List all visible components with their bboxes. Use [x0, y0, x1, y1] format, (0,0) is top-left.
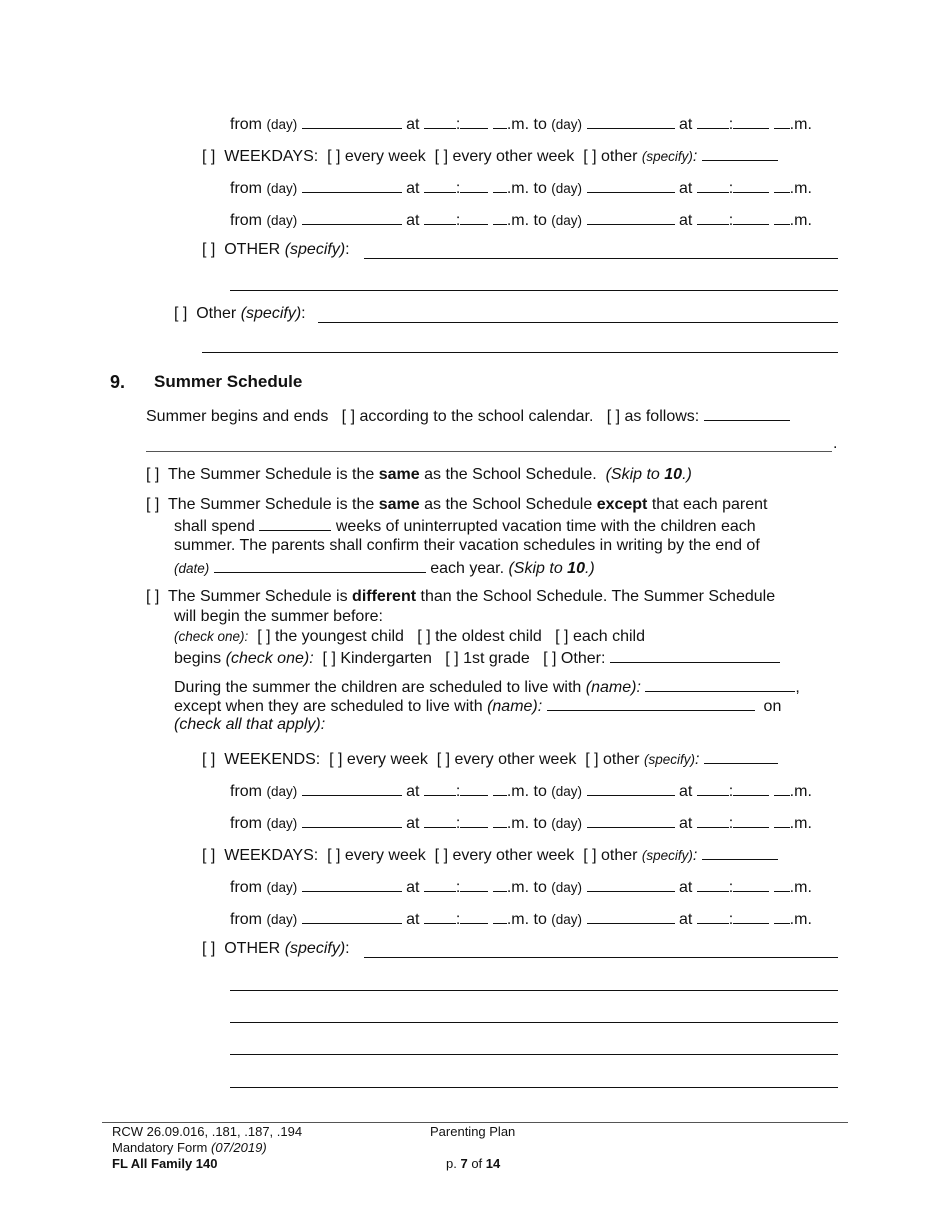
from-day-field[interactable]: [302, 908, 402, 924]
as-follows-checkbox[interactable]: [ ] as follows:: [606, 408, 700, 425]
every-other-week-checkbox[interactable]: [ ] every other week: [434, 148, 575, 165]
summer-option-different: [ ] The Summer Schedule is different than the School Schedule. The Summer Schedule: [146, 588, 776, 605]
section-title: Summer Schedule: [154, 372, 303, 391]
to-day-field[interactable]: [587, 113, 675, 129]
hour-field[interactable]: [424, 780, 456, 796]
footer-page-number: p. 7 of 14: [446, 1156, 501, 1171]
other-specify-row: [ ] OTHER (specify):: [202, 241, 350, 258]
other-specify-line[interactable]: [318, 322, 838, 323]
weekdays-row: [ ] WEEKDAYS: [ ] every week [ ] every other week [ ] other (specify):: [202, 844, 778, 866]
weekdays-row: [ ] WEEKDAYS: [ ] every week [ ] every other week [ ] other (specify):: [202, 145, 778, 167]
from-day-field[interactable]: [302, 780, 402, 796]
minute-field[interactable]: [460, 113, 488, 129]
minute-field[interactable]: [460, 780, 488, 796]
ampm-field[interactable]: [493, 177, 507, 193]
hour-field[interactable]: [697, 908, 729, 924]
ampm-field[interactable]: [493, 780, 507, 796]
vacation-weeks-field[interactable]: [259, 515, 331, 531]
from-day-field[interactable]: [302, 113, 402, 129]
other-checkbox[interactable]: [ ]: [174, 305, 188, 322]
primary-parent-name-field[interactable]: [645, 676, 795, 692]
weekends-row: [ ] WEEKENDS: [ ] every week [ ] every other week [ ] other (specify):: [202, 748, 778, 770]
every-other-week-checkbox[interactable]: [ ] every other week: [436, 751, 577, 768]
weekends-other-field[interactable]: [704, 748, 778, 764]
time-range-row: from (day) at : .m. to (day) at : .m.: [230, 209, 812, 231]
first-grade-checkbox[interactable]: [ ] 1st grade: [445, 650, 530, 667]
every-week-checkbox[interactable]: [ ] every week: [329, 751, 428, 768]
other-checkbox[interactable]: [ ]: [202, 940, 216, 957]
footer-title: Parenting Plan: [430, 1124, 516, 1139]
hour-field[interactable]: [424, 209, 456, 225]
ampm-field[interactable]: [774, 209, 790, 225]
hour-field[interactable]: [697, 177, 729, 193]
kindergarten-checkbox[interactable]: [ ] Kindergarten: [322, 650, 432, 667]
at-label: at: [406, 116, 420, 133]
weekdays-other-field[interactable]: [702, 145, 778, 161]
hour-field[interactable]: [424, 908, 456, 924]
to-day-field[interactable]: [587, 876, 675, 892]
day-hint: (day): [266, 117, 298, 132]
minute-field[interactable]: [733, 812, 769, 828]
time-range-row: from (day) at : .m. to (day) at : .m.: [230, 812, 812, 834]
ampm-field[interactable]: [774, 812, 790, 828]
to-day-field[interactable]: [587, 780, 675, 796]
vacation-date-field[interactable]: [214, 557, 426, 573]
time-range-row: from (day) at : .m. to (day) at : .m.: [230, 177, 812, 199]
ampm-field[interactable]: [774, 780, 790, 796]
from-label: from: [230, 116, 262, 133]
hour-field[interactable]: [697, 780, 729, 796]
minute-field[interactable]: [733, 908, 769, 924]
oldest-child-checkbox[interactable]: [ ] the oldest child: [417, 628, 542, 645]
other-specify-line[interactable]: [230, 1054, 838, 1055]
other-specify-line[interactable]: [364, 258, 838, 259]
summer-option-same: [ ] The Summer Schedule is the same as the School Schedule. (Skip to 10.): [146, 466, 692, 483]
minute-field[interactable]: [733, 780, 769, 796]
top-other-row: [ ] Other (specify):: [174, 305, 306, 322]
grade-other-field[interactable]: [610, 647, 780, 663]
minute-field[interactable]: [460, 908, 488, 924]
other-specify-line[interactable]: [230, 1087, 838, 1088]
footer-mandatory: Mandatory Form (07/2019): [112, 1140, 267, 1155]
weekends-checkbox[interactable]: [ ]: [202, 751, 216, 768]
youngest-child-checkbox[interactable]: [ ] the youngest child: [257, 628, 404, 645]
minute-field[interactable]: [733, 177, 769, 193]
ampm-field[interactable]: [493, 209, 507, 225]
as-follows-field[interactable]: [704, 405, 790, 421]
grade-other-checkbox[interactable]: [ ] Other:: [543, 650, 606, 667]
other-specify-line[interactable]: [230, 1022, 838, 1023]
from-day-field[interactable]: [302, 812, 402, 828]
from-day-field[interactable]: [302, 876, 402, 892]
footer-form-id: FL All Family 140: [112, 1156, 218, 1171]
school-calendar-checkbox[interactable]: [ ] according to the school calendar.: [341, 408, 594, 425]
other-specify-row: [ ] OTHER (specify):: [202, 940, 350, 957]
different-checkbox[interactable]: [ ]: [146, 588, 160, 605]
ampm-field[interactable]: [493, 812, 507, 828]
each-child-checkbox[interactable]: [ ] each child: [555, 628, 645, 645]
to-day-field[interactable]: [587, 812, 675, 828]
to-day-field[interactable]: [587, 908, 675, 924]
minute-field[interactable]: [460, 209, 488, 225]
every-week-checkbox[interactable]: [ ] every week: [327, 148, 426, 165]
to-day-field[interactable]: [587, 209, 675, 225]
same-checkbox[interactable]: [ ]: [146, 466, 160, 483]
minute-field[interactable]: [460, 876, 488, 892]
hour-field[interactable]: [697, 876, 729, 892]
minute-field[interactable]: [733, 876, 769, 892]
ampm-field[interactable]: [774, 908, 790, 924]
from-day-field[interactable]: [302, 177, 402, 193]
other-checkbox[interactable]: [ ]: [202, 241, 216, 258]
hour-field[interactable]: [697, 209, 729, 225]
every-other-week-checkbox[interactable]: [ ] every other week: [434, 847, 575, 864]
other-specify-line[interactable]: [230, 290, 838, 291]
other-specify-line[interactable]: [230, 990, 838, 991]
hour-field[interactable]: [424, 113, 456, 129]
summer-begins-row: Summer begins and ends [ ] according to the school calendar. [ ] as follows:: [146, 405, 790, 427]
ampm-field[interactable]: [493, 876, 507, 892]
weekdays-checkbox[interactable]: [ ]: [202, 847, 216, 864]
other-parent-name-field[interactable]: [547, 695, 755, 711]
time-range-row: from (day) at : .m. to (day) at : .m.: [230, 780, 812, 802]
weekdays-other-field[interactable]: [702, 844, 778, 860]
footer-divider: [102, 1122, 848, 1123]
weekdays-checkbox[interactable]: [ ]: [202, 148, 216, 165]
other-checkbox[interactable]: [ ] other: [583, 148, 638, 165]
hour-field[interactable]: [697, 812, 729, 828]
time-range-row: from (day) at : .m. to (day) at : .m.: [230, 908, 812, 930]
minute-field[interactable]: [733, 209, 769, 225]
summer-option-same-except: [ ] The Summer Schedule is the same as the School Schedule except that each parent: [146, 496, 768, 513]
same-except-checkbox[interactable]: [ ]: [146, 496, 160, 513]
footer-rcw: RCW 26.09.016, .181, .187, .194: [112, 1124, 303, 1139]
minute-field[interactable]: [733, 113, 769, 129]
hour-field[interactable]: [424, 177, 456, 193]
ampm-field[interactable]: [774, 876, 790, 892]
from-day-field[interactable]: [302, 209, 402, 225]
other-specify-line[interactable]: [364, 957, 838, 958]
every-week-checkbox[interactable]: [ ] every week: [327, 847, 426, 864]
other-checkbox[interactable]: [ ] other: [585, 751, 640, 768]
ampm-field[interactable]: [774, 113, 790, 129]
other-specify-line[interactable]: [202, 352, 838, 353]
time-range-row: from (day) at : .m. to (day) at : .m.: [230, 113, 812, 135]
minute-field[interactable]: [460, 812, 488, 828]
hour-field[interactable]: [424, 876, 456, 892]
as-follows-line[interactable]: [146, 451, 832, 452]
time-range-row: from (day) at : .m. to (day) at : .m.: [230, 876, 812, 898]
to-day-field[interactable]: [587, 177, 675, 193]
hour-field[interactable]: [424, 812, 456, 828]
ampm-field[interactable]: [493, 113, 507, 129]
section-number: 9.: [110, 372, 126, 392]
minute-field[interactable]: [460, 177, 488, 193]
other-checkbox[interactable]: [ ] other: [583, 847, 638, 864]
hour-field[interactable]: [697, 113, 729, 129]
ampm-field[interactable]: [774, 177, 790, 193]
ampm-field[interactable]: [493, 908, 507, 924]
